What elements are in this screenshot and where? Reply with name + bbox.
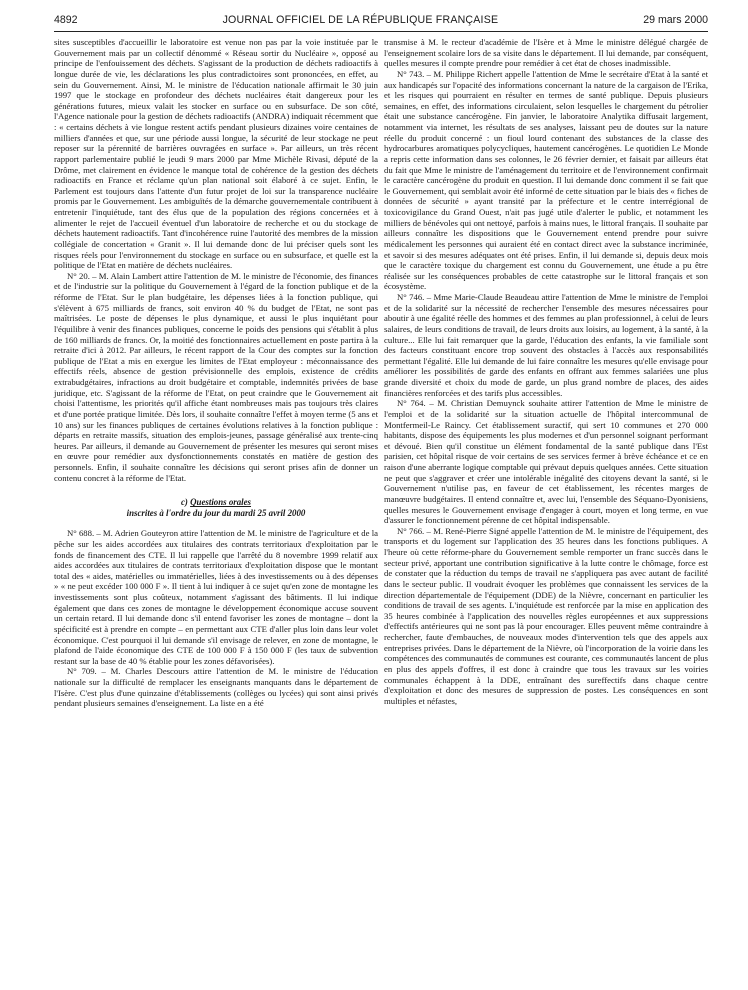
question-764: N° 764. – M. Christian Demuynck souhaite attirer l'attention de Mme le ministre de l'emploi et de la solidarité sur la situation actuelle de l'hôpital intercommunal de Montfermeil-Le Raincy. Cet établissement suractif, qui sert 10 communes et 270 000 habitants, dispose des équipements les plus modernes et d'un personnel soignant performant et dévoué. Bien qu'il constitue un élément fondamental de la santé publique dans l'Est parisien, cet hôpital risque de voir certains de ses services fermer à brève échéance et ce en raison d'une aberrante logique comptable qui prévaut depuis quelques années. Cette situation ne peut que s'aggraver et créer une intolérable inégalité des citoyens devant la santé, si le Gouvernement n'utilise pas, en faveur de cet établissement, les récentes marges de manœuvre budgétaires. Il entend connaître et, avec lui, l'ensemble des Séquano-Dyonisiens, quelles mesures le Gouvernement envisage d'engager à court, moyen et long terme, en vue d'assurer le fonctionnement pérenne de cet hôpital indispensable. <box>384 398 708 526</box>
left-column <box>54 37 378 709</box>
text-columns <box>54 37 708 709</box>
question-20: N° 20. – M. Alain Lambert attire l'attention de M. le ministre de l'économie, des finances et de l'industrie sur la politique du Gouvernement à l'égard de la fonction publique et de la réforme de l'Etat. Sur le plan budgétaire, les dépenses liées à la fonction publique, qui s'élèvent à 675 milliards de francs, soit environ 40 % du budget de l'Etat, ne sont pas maîtrisées. Le poste de dépenses le plus dynamique, et aussi le plus inquiétant pour l'équilibre à venir des finances publiques, concerne le poids des pensions qui s'établit à plus de 160 milliards de francs. Or, la moitié des fonctionnaires actuellement en poste partira à la retraite d'ici à 2012. Par ailleurs, le récent rapport de la Cour des comptes sur la fonction publique de l'Etat a mis en exergue les limites de l'Etat employeur : méconnaissance des effectifs réels, absence de gestion prévisionnelle des emplois, existence de crédits extrabudgétaires, infractions au droit budgétaire et comptable, indemnités privées de base juridique, etc. S'agissant de la réforme de l'Etat, on peut craindre que le Gouvernement ait choisi l'attentisme, les priorités qu'il affiche étant nombreuses mais pas toujours très claires et d'une portée pratique limitée. Dès lors, il souhaite connaître l'effet à moyen terme (5 ans et 10 ans) sur les finances publiques de certaines évolutions relatives à la fonction publique : départs en retraite massifs, situation des emplois-jeunes, passage généralisé aux trente-cinq heures. Par ailleurs, il demande au Gouvernement de présenter les mesures qui seront mises en œuvre pour remédier aux dysfonctionnements constatés en matière de gestion des personnels. Enfin, il souhaite connaître les décisions qui seront prises afin de donner un contenu concret à la réforme de l'Etat. <box>54 270 378 483</box>
question-746: N° 746. – Mme Marie-Claude Beaudeau attire l'attention de Mme le ministre de l'emploi et de la solidarité sur la nécessité de rechercher l'ensemble des mesures nécessaires pour aboutir à une égalité réelle des hommes et des femmes au plan professionnel, à celui de leurs salaires, de leurs conditions de travail, de leurs droits aux loisirs, au logement, à la santé, à la culture... Elle lui fait remarquer que la garde, l'éducation des enfants, la vie familiale sont des facteurs constituant encore trop souvent des obstacles à l'accès aux responsabilités permettant l'égalité. Elle lui demande de lui faire connaître les mesures qu'elle envisage pour améliorer les possibilités de garde des enfants en offrant aux femmes salariées une plus grande diversité et choix du mode de garde, un plus grand nombre de places, des aides financières renforcées et des tarifs plus accessibles. <box>384 292 708 398</box>
section-letter: c) <box>180 497 188 508</box>
question-743: N° 743. – M. Philippe Richert appelle l'attention de Mme le secrétaire d'Etat à la santé et aux handicapés sur l'opacité des informations concernant la nature de la cargaison de l'Erika, et les risques qui pourraient en résulter en termes de santé publique. Depuis plusieurs semaines, en effet, des informations circulaient, selon lesquelles le chargement du pétrolier était une substance cancérogène. Fin janvier, le laboratoire Analytika diffusait largement, notamment via internet, les résultats de ses analyses, laissant peu de doutes sur la nature réelle du produit concerné : un fioul lourd contenant des substances de la classe des hydrocarbures aromatiques polycycliques, hautement cancérogènes. Le quotidien Le Monde a repris cette information dans ses colonnes, le 26 février dernier, et faisait par ailleurs état du fait que Mme le ministre de l'aménagement du territoire et de l'environnement confirmait le caractère cancérogène du produit en question. Il lui demande donc comment il se fait que le Gouvernement, qui semblait avoir été informé de cette situation par le biais des « fiches de données de sécurité » ayant transité par la préfecture et le centre interrégional de toxicovigilance du Grand Ouest, n'ait pas jugé utile d'alerter le public, et notamment les milliers de bénévoles qui ont nettoyé, parfois à mains nues, le littoral français. Il souhaite par ailleurs connaître les dispositions que le Gouvernement entend prendre pour suivre médicalement les personnes qui auraient été en contact direct avec la substance incriminée, et savoir si des mesures adéquates ont été prises. Enfin, il lui demande si, depuis deux mois que le caractère toxique du chargement est connu du Gouvernement, une étude a pu être réalisée sur les conséquences probables de cette catastrophe sur le littoral français et son écosystème. <box>384 68 708 292</box>
paragraph: sites susceptibles d'accueillir le laboratoire est venue non pas par la voie instituée par le Gouvernement mais par un collectif dénommé « Réseau sortir du Nucléaire », opposé au principe de l'enfouissement des déchets. S'agissant de la production de déchets radioactifs à longue durée de vie, les déclarations les plus contradictoires sont prononcées, en effet, au sein du Gouvernement. Ainsi, M. le ministre de l'éducation nationale affirmait le 30 juin 1997 que le stockage en profondeur des déchets nucléaires était dangereux pour les générations futures, mieux valait les stocker en surface ou en subsurface. De son côté, l'Agence nationale pour la gestion de déchets radioactifs (ANDRA) indiquait récemment que : « certains déchets à vie longue restent actifs pendant plusieurs dizaines voire centaines de milliers d'années et que, sur une période aussi longue, la sécurité de leur stockage ne peut reposer sur la pérennité de barrières ouvragées en surface ». Par ailleurs, un très récent rapport parlementaire publié le jeudi 9 mars 2000 par Mme Michèle Rivasi, député de la Drôme, met clairement en évidence le manque total de cohérence de la gestion des déchets radioactifs en France et réclame qu'un plan national soit élaboré à ce sujet. Enfin, le Parlement est toujours dans l'attente d'un futur projet de loi sur la transparence nucléaire promis par le Gouvernement. Les ambiguïtés de la démarche gouvernementale contribuent à entretenir l'inquiétude, tant des élus que de la population des régions concernées et à alimenter le rejet de l'accueil éventuel d'un laboratoire de recherche et ou du stockage de déchets hautement radioactifs. Tant d'incohérence ruine l'autorité des membres de la mission collégiale de concertation « Granit ». Il lui demande donc de lui préciser quels sont les risques réels pour l'environnement du stockage en surface ou en subsurface, et quelle est la politique de l'Etat en matière de déchets nucléaires. <box>54 37 378 271</box>
question-688: N° 688. – M. Adrien Gouteyron attire l'attention de M. le ministre de l'agriculture et de la pêche sur les aides accordées aux titulaires des contrats territoriaux d'exploitation par le fonds de financement des CTE. Il lui rappelle que l'arrêté du 8 novembre 1999 relatif aux aides accordées aux titulaires de contrats territoriaux d'exploitation dispose que le montant total des « aides, matérielles ou immatérielles, liées à des investissements ou à des dépenses » « ne peut excéder 100 000 F ». Il tient à lui indiquer à ce sujet qu'en zone de montagne les investissements sont plus coûteux, notamment s'agissant des bâtiments. Il lui indique également que dans ces zones de montagne le développement économique accuse souvent un certain retard. Il lui demande donc s'il entend favoriser les zones de montagne – dont la spécificité est à prendre en compte – en permettant aux CTE d'aller plus loin dans leur volet économique. C'est pourquoi il lui demande s'il envisage de relever, en zone de montagne, le plafond de l'aide économique des CTE de 100 000 F à 150 000 F (les taux de subvention restant sur la base de 40 % établie pour les zones défavorisées). <box>54 528 378 666</box>
issue-date: 29 mars 2000 <box>643 14 708 26</box>
right-column <box>384 37 708 709</box>
page-header <box>54 14 708 28</box>
section-title: Questions orales <box>190 497 252 508</box>
header-rule <box>54 31 708 32</box>
question-766: N° 766. – M. René-Pierre Signé appelle l'attention de M. le ministre de l'équipement, des transports et du logement sur l'application des 35 heures dans les fonctions publiques. A l'heure où cette réforme-phare du Gouvernement semble remporter un franc succès dans le secteur privé, apportant une contribution significative à la lutte contre le chômage, force est de constater que la réduction du temps de travail ne s'appliquera pas avec autant de facilité dans le secteur public. Il voudrait évoquer les problèmes que connaissent les services de la direction départementale de l'équipement (DDE) de la Nièvre, concernant en particulier les conditions de travail de ses agents. L'inquiétude est renforcée par la mise en application des 35 heures combinée à l'application des nouvelles règles européennes et aux suppressions d'effectifs antérieures qui ne sont pas là pour encourager. Elles peuvent même contraindre à rechercher, faute d'embauches, de nouveaux modes d'intervention tels que des appels aux entreprises privées. Dans le département de la Nièvre, où l'incorporation de la voirie dans les compétences des communautés de communes est courante, ces communautés lancent de plus en plus des appels d'offres, il est donc à craindre que tous les travaux sur les voiries communales échappent à la DDE, entraînant des sureffectifs dans chaque centre d'exploitation et donc des mesures de suppression de postes. Les conséquences en sont multiples et néfastes, <box>384 525 708 706</box>
page-number: 4892 <box>54 14 78 26</box>
section-subtitle: inscrites à l'ordre du jour du mardi 25 avril 2000 <box>126 508 306 519</box>
section-heading <box>54 497 378 519</box>
paragraph: transmise à M. le recteur d'académie de l'Isère et à Mme le ministre délégué chargée de l'enseignement scolaire lors de sa visite dans le département. Il lui demande, par conséquent, quelles mesures il compte prendre pour remédier à cet état de choses inadmissible. <box>384 37 708 69</box>
question-709: N° 709. – M. Charles Descours attire l'attention de M. le ministre de l'éducation nationale sur la difficulté de remplacer les enseignants manquants dans le département de l'Isère. C'est plus d'une quinzaine d'établissements (collèges ou lycées) qui sont ainsi privés pendant plusieurs semaines d'enseignement. La liste en a été <box>54 666 378 709</box>
journal-title: JOURNAL OFFICIEL DE LA RÉPUBLIQUE FRANÇAISE <box>222 14 499 26</box>
